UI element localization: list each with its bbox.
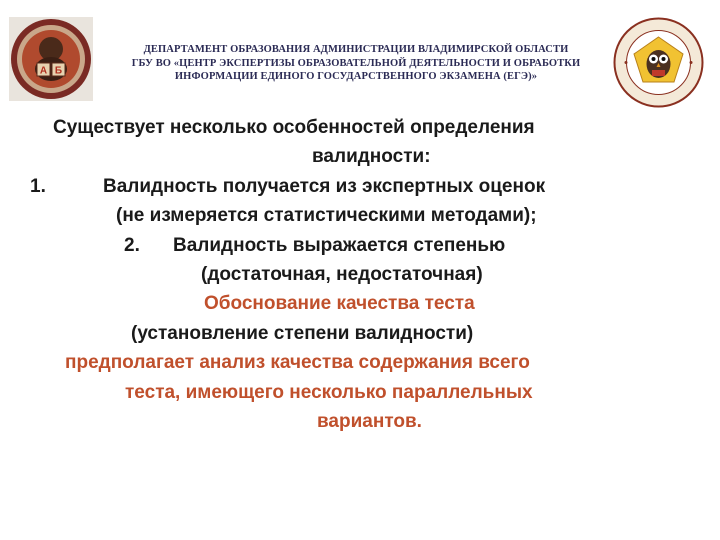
- intro-line-2: валидности:: [312, 146, 431, 168]
- final-line-1: предполагает анализ качества содержания всего: [65, 352, 530, 374]
- svg-text:Б: Б: [54, 65, 63, 77]
- emphasis-line: Обоснование качества теста: [204, 293, 475, 315]
- emblem-letters: А: [39, 65, 48, 77]
- slide-content: [30, 113, 690, 436]
- list-item-1-text: Валидность получается из экспертных оценок: [103, 175, 546, 197]
- list-item-2: [30, 231, 690, 260]
- list-item-1: [30, 172, 690, 201]
- department-emblem-logo: [9, 17, 93, 101]
- intro-line-1: Существует несколько особенностей определения: [53, 117, 535, 138]
- organization-header: [100, 43, 612, 84]
- list-item-2-text: Валидность выражается степенью: [173, 234, 506, 256]
- final-line-2: теста, имеющего несколько параллельных: [125, 381, 533, 403]
- list-item-2-number: 2.: [124, 234, 140, 256]
- expertise-center-emblem-logo: [613, 17, 704, 108]
- header-line-2: ГБУ ВО «ЦЕНТР ЭКСПЕРТИЗЫ ОБРАЗОВАТЕЛЬНОЙ ДЕЯТЕЛЬНОСТИ И ОБРАБОТКИ: [131, 57, 581, 69]
- parenthetical-line: (установление степени валидности): [131, 322, 474, 344]
- header-line-1: ДЕПАРТАМЕНТ ОБРАЗОВАНИЯ АДМИНИСТРАЦИИ ВЛАДИМИРСКОЙ ОБЛАСТИ: [143, 44, 569, 55]
- final-line-3: вариантов.: [317, 410, 422, 432]
- list-item-1-continuation: (не измеряется статистическими методами);: [116, 205, 537, 227]
- list-item-1-number: 1.: [30, 175, 46, 197]
- slide-header: [0, 0, 720, 106]
- header-line-3: ИНФОРМАЦИИ ЕДИНОГО ГОСУДАРСТВЕННОГО ЭКЗАМЕНА (ЕГЭ)»: [174, 71, 538, 82]
- list-item-2-continuation: (достаточная, недостаточная): [201, 263, 483, 285]
